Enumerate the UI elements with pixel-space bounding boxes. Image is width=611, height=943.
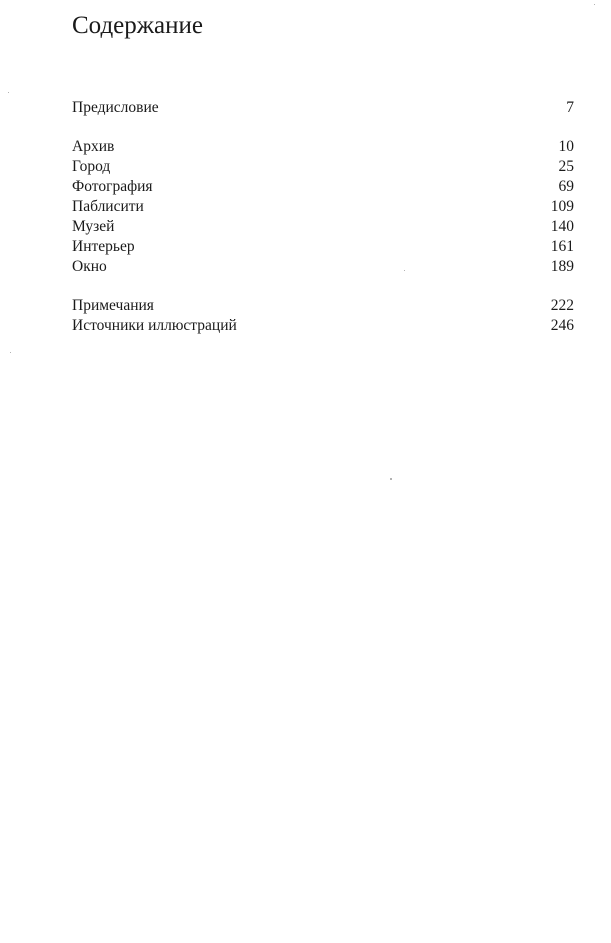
toc-entry-page: 140 xyxy=(550,218,574,235)
toc-entry xyxy=(72,197,574,217)
scan-speck xyxy=(10,352,11,353)
toc-group-front-matter xyxy=(72,98,574,118)
toc-entry-title: Предисловие xyxy=(72,99,159,116)
toc-entry-page: 109 xyxy=(550,198,574,215)
toc-entry-title: Примечания xyxy=(72,297,154,314)
toc-entry-page: 69 xyxy=(558,178,574,195)
toc-entry xyxy=(72,98,574,118)
page-title: Содержание xyxy=(72,12,203,39)
toc-entry-title: Фотография xyxy=(72,178,153,195)
toc-entry-page: 7 xyxy=(566,99,574,116)
toc-entry-title: Интерьер xyxy=(72,238,135,255)
toc-entry xyxy=(72,137,574,157)
toc-entry xyxy=(72,157,574,177)
toc-group-chapters xyxy=(72,137,574,277)
toc-entry xyxy=(72,257,574,277)
scan-speck xyxy=(594,4,595,5)
toc-entry-page: 189 xyxy=(550,258,574,275)
toc-entry-page: 161 xyxy=(550,238,574,255)
toc-entry-page: 10 xyxy=(558,138,574,155)
table-of-contents xyxy=(72,98,574,355)
toc-entry xyxy=(72,177,574,197)
scan-speck xyxy=(404,270,405,271)
toc-entry-title: Архив xyxy=(72,138,115,155)
toc-group-back-matter xyxy=(72,296,574,336)
toc-entry xyxy=(72,237,574,257)
toc-entry xyxy=(72,217,574,237)
toc-entry-title: Окно xyxy=(72,258,107,275)
toc-entry xyxy=(72,316,574,336)
toc-entry-title: Город xyxy=(72,158,111,175)
toc-entry xyxy=(72,296,574,316)
scan-speck xyxy=(390,478,392,480)
toc-entry-page: 25 xyxy=(558,158,574,175)
toc-entry-title: Паблисити xyxy=(72,198,144,215)
toc-entry-page: 222 xyxy=(550,297,574,314)
scan-speck xyxy=(8,92,9,93)
toc-entry-title: Источники иллюстраций xyxy=(72,317,237,334)
toc-entry-title: Музей xyxy=(72,218,115,235)
toc-entry-page: 246 xyxy=(550,317,574,334)
